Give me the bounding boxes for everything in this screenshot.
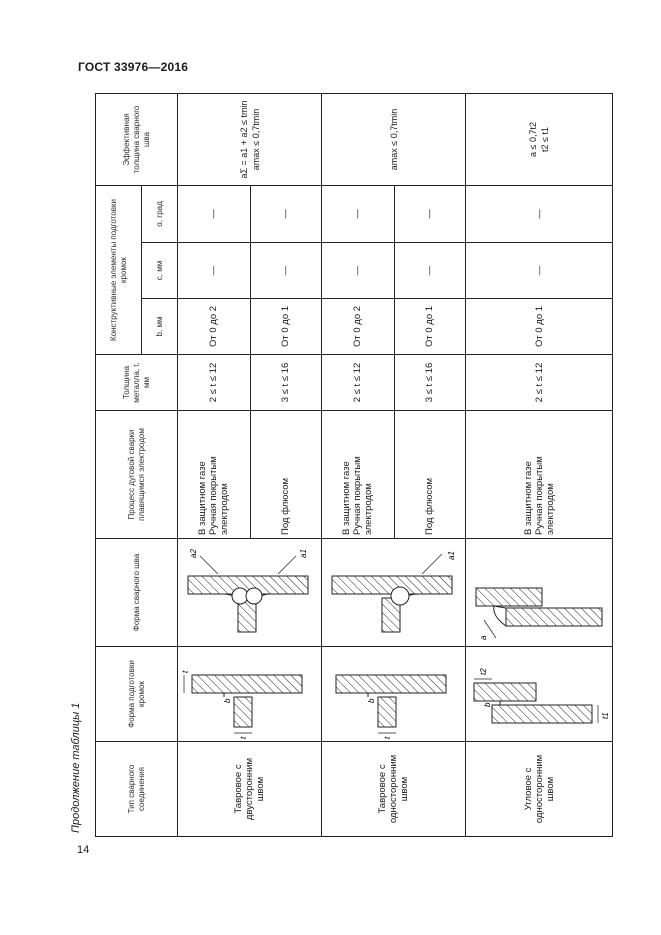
header-joint-type: Тип сварного соединения [96,742,178,837]
effective-thickness-cell: a ≤ 0,7t2 t2 ≤ t1 [466,94,613,186]
rotated-table-wrapper [95,94,610,837]
process-cell: В защитном газе Ручная покрытым электродом [466,411,613,539]
standard-title: ГОСТ 33976—2016 [78,60,189,74]
header-structural-elements: Конструктивные элементы подготовки кромок [96,186,142,355]
edge-prep-figure [322,647,466,742]
effective-thickness-cell: amax ≤ 0,7tmin [322,94,466,186]
process-cell: Под флюсом [250,411,322,539]
svg-text:a2: a2 [189,549,198,558]
alpha-cell: — [466,186,613,243]
svg-text:t: t [383,736,392,739]
b-cell: От 0 до 1 [250,299,322,355]
c-cell: — [250,243,322,299]
b-cell: От 0 до 2 [178,299,251,355]
weld-shape-figure [466,539,613,647]
header-effective-thickness: Эффективная толщина сварного шва [96,94,178,186]
process-cell: В защитном газе Ручная покрытым электродом [178,411,251,539]
page-number: 14 [77,844,90,856]
svg-text:b: b [483,702,492,707]
edge-prep-figure [178,647,322,742]
svg-text:a1: a1 [299,549,308,558]
header-thickness: Толщина металла, t, мм [96,355,178,411]
joint-type-cell: Тавровое с односторонним швом [322,742,466,837]
effective-thickness-cell: aΣ = a1 + a2 ≤ tmin amax ≤ 0,7tmin [178,94,322,186]
table-row [466,94,613,837]
weld-shape-figure [178,539,322,647]
process-cell: В защитном газе Ручная покрытым электродом [322,411,395,539]
thickness-cell: 3 ≤ t ≤ 16 [250,355,322,411]
header-c: c, мм [142,243,178,299]
b-cell: От 0 до 1 [394,299,466,355]
c-cell: — [394,243,466,299]
c-cell: — [466,243,613,299]
weld-joint-table [95,93,613,837]
svg-text:t1: t1 [601,712,610,719]
header-process: Процесс дуговой сварки плавящимся электродом [96,411,178,539]
alpha-cell: — [250,186,322,243]
thickness-cell: 3 ≤ t ≤ 16 [394,355,466,411]
header-alpha: α, град [142,186,178,243]
process-cell: Под флюсом [394,411,466,539]
thickness-cell: 2 ≤ t ≤ 12 [178,355,251,411]
weld-shape-figure [322,539,466,647]
b-cell: От 0 до 2 [322,299,395,355]
table-row [322,94,395,837]
alpha-cell: — [178,186,251,243]
c-cell: — [178,243,251,299]
svg-text:b: b [223,698,232,703]
header-edge-prep-shape: Форма подготовки кромок [96,647,178,742]
thickness-cell: 2 ≤ t ≤ 12 [466,355,613,411]
edge-prep-figure [466,647,613,742]
thickness-cell: 2 ≤ t ≤ 12 [322,355,395,411]
header-weld-shape: Форма сварного шва [96,539,178,647]
header-b: b, мм [142,299,178,355]
svg-text:a: a [479,635,488,640]
alpha-cell: — [322,186,395,243]
b-cell: От 0 до 1 [466,299,613,355]
joint-type-cell: Тавровое с двусторонним швом [178,742,322,837]
svg-text:t2: t2 [479,668,488,675]
svg-text:t: t [181,670,190,673]
svg-text:a1: a1 [447,551,456,560]
c-cell: — [322,243,395,299]
table-row [178,94,251,837]
svg-text:t: t [239,736,248,739]
alpha-cell: — [394,186,466,243]
svg-text:b: b [367,698,376,703]
joint-type-cell: Угловое с односторонним швом [466,742,613,837]
table-continuation-note: Продолжение таблицы 1 [70,702,82,833]
